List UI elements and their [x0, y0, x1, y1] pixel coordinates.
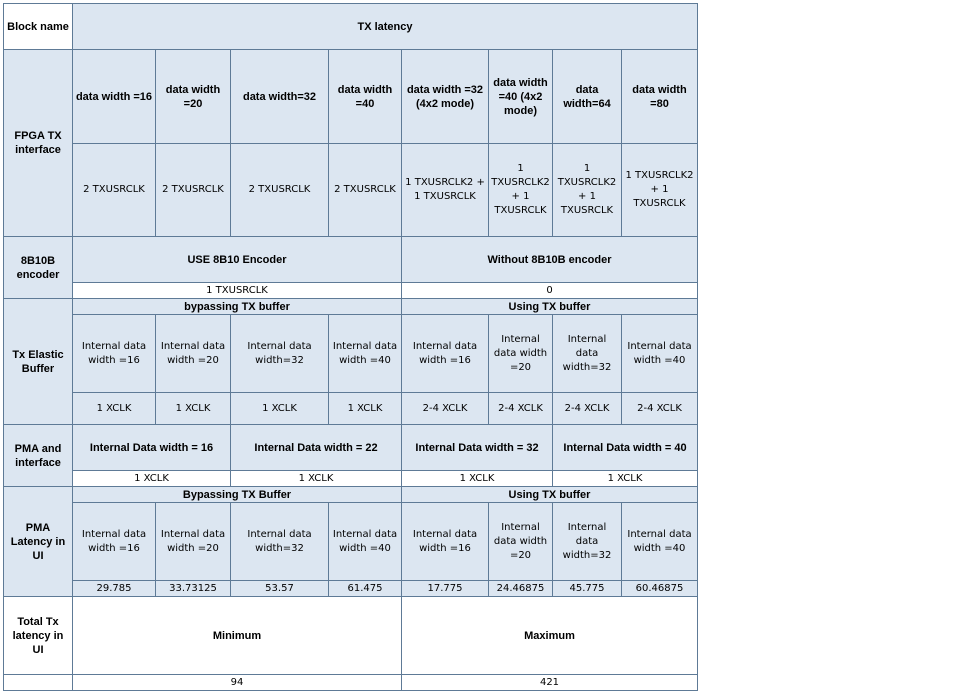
- elastic-clock-cell: 2-4 XCLK: [552, 392, 622, 425]
- fpga-clock-cell: 1 TXUSRCLK2 + 1 TXUSRCLK: [401, 143, 489, 237]
- pma-using-header: Using TX buffer: [401, 486, 698, 503]
- fpga-width-cell: data width=32: [230, 49, 329, 144]
- pma-lat-value: 53.57: [230, 580, 329, 597]
- elastic-using-header: Using TX buffer: [401, 298, 698, 315]
- pma-lat-value: 33.73125: [155, 580, 231, 597]
- total-empty-cell: [3, 674, 73, 691]
- pma-lat-width-cell: Internal data width=32: [230, 502, 329, 581]
- pma-lat-width-cell: Internal data width =40: [621, 502, 698, 581]
- fpga-width-cell: data width =40: [328, 49, 402, 144]
- pma-if-width-cell: Internal Data width = 40: [552, 424, 698, 471]
- elastic-clock-cell: 1 XCLK: [328, 392, 402, 425]
- fpga-width-cell: data width=64: [552, 49, 622, 144]
- pma-lat-value: 29.785: [72, 580, 156, 597]
- pma-interface-label: PMA and interface: [3, 424, 73, 487]
- pma-lat-width-cell: Internal data width =40: [328, 502, 402, 581]
- tx-latency-title: TX latency: [72, 3, 698, 50]
- elastic-clock-cell: 2-4 XCLK: [401, 392, 489, 425]
- pma-lat-value: 45.775: [552, 580, 622, 597]
- elastic-width-cell: Internal data width =20: [488, 314, 553, 393]
- pma-if-clock-cell: 1 XCLK: [552, 470, 698, 487]
- pma-if-clock-cell: 1 XCLK: [72, 470, 231, 487]
- elastic-width-cell: Internal data width =40: [621, 314, 698, 393]
- pma-latency-label: PMA Latency in UI: [3, 486, 73, 597]
- elastic-width-cell: Internal data width =20: [155, 314, 231, 393]
- pma-if-clock-cell: 1 XCLK: [230, 470, 402, 487]
- fpga-clock-cell: 2 TXUSRCLK: [328, 143, 402, 237]
- pma-lat-width-cell: Internal data width =16: [401, 502, 489, 581]
- pma-if-width-cell: Internal Data width = 32: [401, 424, 553, 471]
- elastic-width-cell: Internal data width=32: [552, 314, 622, 393]
- elastic-clock-cell: 1 XCLK: [72, 392, 156, 425]
- total-maximum-value: 421: [401, 674, 698, 691]
- fpga-clock-cell: 1 TXUSRCLK2 + 1 TXUSRCLK: [552, 143, 622, 237]
- elastic-width-cell: Internal data width =16: [401, 314, 489, 393]
- elastic-clock-cell: 2-4 XCLK: [621, 392, 698, 425]
- use-encoder-cell: USE 8B10 Encoder: [72, 236, 402, 283]
- fpga-clock-cell: 2 TXUSRCLK: [155, 143, 231, 237]
- elastic-width-cell: Internal data width=32: [230, 314, 329, 393]
- elastic-buffer-label: Tx Elastic Buffer: [3, 298, 73, 425]
- use-encoder-value: 1 TXUSRCLK: [72, 282, 402, 299]
- elastic-width-cell: Internal data width =40: [328, 314, 402, 393]
- pma-if-width-cell: Internal Data width = 16: [72, 424, 231, 471]
- pma-lat-value: 61.475: [328, 580, 402, 597]
- elastic-bypass-header: bypassing TX buffer: [72, 298, 402, 315]
- elastic-clock-cell: 1 XCLK: [230, 392, 329, 425]
- without-encoder-value: 0: [401, 282, 698, 299]
- total-minimum-header: Minimum: [72, 596, 402, 675]
- fpga-clock-cell: 2 TXUSRCLK: [72, 143, 156, 237]
- pma-if-width-cell: Internal Data width = 22: [230, 424, 402, 471]
- pma-lat-width-cell: Internal data width =20: [155, 502, 231, 581]
- fpga-width-cell: data width =32 (4x2 mode): [401, 49, 489, 144]
- pma-if-clock-cell: 1 XCLK: [401, 470, 553, 487]
- pma-lat-width-cell: Internal data width =20: [488, 502, 553, 581]
- pma-lat-width-cell: Internal data width =16: [72, 502, 156, 581]
- fpga-tx-interface-label: FPGA TX interface: [3, 49, 73, 237]
- pma-lat-width-cell: Internal data width=32: [552, 502, 622, 581]
- block-name-header: Block name: [3, 3, 73, 50]
- elastic-clock-cell: 2-4 XCLK: [488, 392, 553, 425]
- pma-bypass-header: Bypassing TX Buffer: [72, 486, 402, 503]
- elastic-clock-cell: 1 XCLK: [155, 392, 231, 425]
- fpga-clock-cell: 2 TXUSRCLK: [230, 143, 329, 237]
- pma-lat-value: 17.775: [401, 580, 489, 597]
- without-encoder-cell: Without 8B10B encoder: [401, 236, 698, 283]
- total-maximum-header: Maximum: [401, 596, 698, 675]
- fpga-clock-cell: 1 TXUSRCLK2 + 1 TXUSRCLK: [488, 143, 553, 237]
- total-latency-label: Total Tx latency in UI: [3, 596, 73, 675]
- pma-lat-value: 60.46875: [621, 580, 698, 597]
- fpga-clock-cell: 1 TXUSRCLK2 + 1 TXUSRCLK: [621, 143, 698, 237]
- elastic-width-cell: Internal data width =16: [72, 314, 156, 393]
- encoder-label: 8B10B encoder: [3, 236, 73, 299]
- total-minimum-value: 94: [72, 674, 402, 691]
- fpga-width-cell: data width =20: [155, 49, 231, 144]
- pma-lat-value: 24.46875: [488, 580, 553, 597]
- fpga-width-cell: data width =16: [72, 49, 156, 144]
- fpga-width-cell: data width =80: [621, 49, 698, 144]
- fpga-width-cell: data width =40 (4x2 mode): [488, 49, 553, 144]
